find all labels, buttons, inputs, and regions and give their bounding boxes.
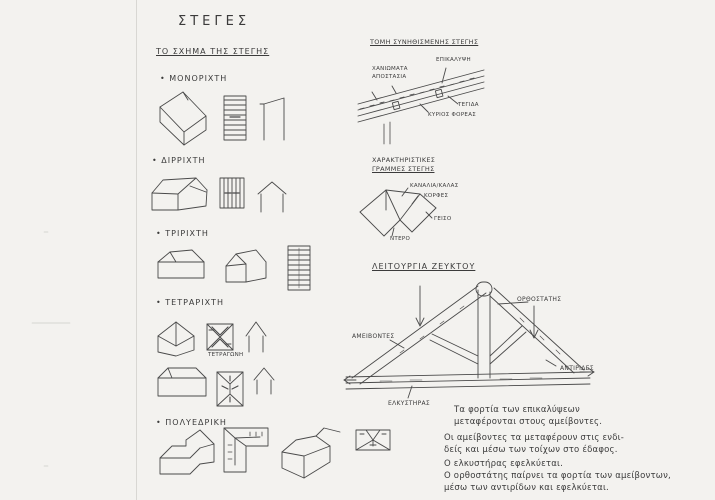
label-kyrios-foreas: ΚΥΡΙΟΣ ΦΟΡΕΑΣ [428,112,477,118]
tetra-plan-sketch-1 [207,324,233,350]
lines-title-1: ΧΑΡΑΚΤΗΡΙΣΤΙΚΕΣ [372,156,436,164]
label-koryfes: ΚΟΡΦΕΣ [424,193,449,199]
section-title: ΤΟΜΗ ΣΥΝΗΘΙΣΜΕΝΗΣ ΣΤΕΓΗΣ [370,38,479,46]
tri-house-sketch [226,250,266,282]
label-geiso: ΓΕΙΣΟ [434,216,452,222]
left-section-title: ΤΟ ΣΧΗΜΑ ΤΗΣ ΣΤΕΓΗΣ [156,47,270,56]
poly-3d-sketch-2 [282,428,340,478]
note-line-2: μεταφέρονται στους αμείβοντες. [454,417,603,427]
label-antirides: ΑΝΤΙΡΙΔΕΣ [560,365,594,372]
label-tri: • ΤΡΙΡΙΧΤΗ [156,229,209,238]
label-ntero: ΝΤΕΡΟ [390,236,411,242]
label-tegida: ΤΕΓΙΔΑ [458,102,479,108]
label-tetra: • ΤΕΤΡΑΡΙΧΤΗ [156,298,224,307]
tetra-3d-sketch-2 [158,368,206,396]
tetra-elevation-sketch-2 [254,368,274,394]
label-tri-text: ΤΡΙΡΙΧΤΗ [165,229,209,238]
note-line-7: μέσω των αντιρίδων και εφελκύεται. [444,483,609,493]
di-3d-sketch [152,178,207,210]
roof-lines-sketch [360,188,436,236]
label-di-text: ΔΙΡΡΙΧΤΗ [161,156,206,165]
note-line-5: Ο ελκυστήρας εφελκύεται. [444,459,563,469]
di-elevation-sketch [258,182,286,212]
tri-3d-sketch [158,250,204,278]
label-kanaloi: ΚΑΝΑΛΙΑ/ΚΑΛΑΣ [410,183,459,189]
note-line-4: δείς και μέσω των τοίχων στο έδαφος. [444,445,618,455]
poly-3d-sketch [160,430,214,474]
mono-3d-sketch [160,92,206,145]
poly-plan-sketch-2 [356,430,390,450]
label-orthostatis: ΟΡΘΟΣΤΑΤΗΣ [517,296,562,303]
label-mono: • ΜΟΝΟΡΙΧΤΗ [160,74,228,83]
label-amivontes: ΑΜΕΙΒΟΝΤΕΣ [352,333,395,340]
label-tetragoni: ΤΕΤΡΑΓΩΝΗ [208,352,244,358]
di-plan-sketch [220,178,244,208]
page-title: ΣΤΕΓΕΣ [178,14,251,29]
roof-section-sketch [358,68,484,144]
label-poly: • ΠΟΛΥΕΔΡΙΚΗ [156,418,227,427]
tetra-elevation-sketch-1 [246,322,266,352]
mono-elevation-sketch [260,98,284,140]
margin-marks [32,232,70,466]
note-line-6: Ο ορθοστάτης παίρνει τα φορτία των αμείβοντων, [444,471,671,481]
note-line-3: Οι αμείβοντες τα μεταφέρουν στις ενδι- [444,433,624,443]
note-line-1: Τα φορτία των επικαλύψεων [454,405,580,415]
poly-plan-sketch [224,428,268,472]
label-elkystiras: ΕΛΚΥΣΤΗΡΑΣ [388,400,430,407]
mono-plan-sketch [224,96,246,140]
tetra-3d-sketch-1 [158,322,194,356]
truss-sketch [344,282,594,398]
tetra-plan-sketch-2 [217,372,243,406]
label-xaniomata: ΧΑΝΙΩΜΑΤΑ [372,66,408,72]
label-tetra-text: ΤΕΤΡΑΡΙΧΤΗ [165,298,224,307]
label-di: • ΔΙΡΡΙΧΤΗ [152,156,206,165]
label-epikalypsi: ΕΠΙΚΑΛΥΨΗ [436,57,471,63]
label-poly-text: ΠΟΛΥΕΔΡΙΚΗ [165,418,227,427]
lines-title-2: ΓΡΑΜΜΕΣ ΣΤΕΓΗΣ [372,165,435,173]
label-mono-text: ΜΟΝΟΡΙΧΤΗ [169,74,228,83]
truss-title: ΛΕΙΤΟΥΡΓΙΑ ΖΕΥΚΤΟΥ [372,262,476,271]
tri-plan-sketch [288,246,310,290]
label-apostasi: ΑΠΟΣΤΑΣΙΑ [372,74,407,80]
